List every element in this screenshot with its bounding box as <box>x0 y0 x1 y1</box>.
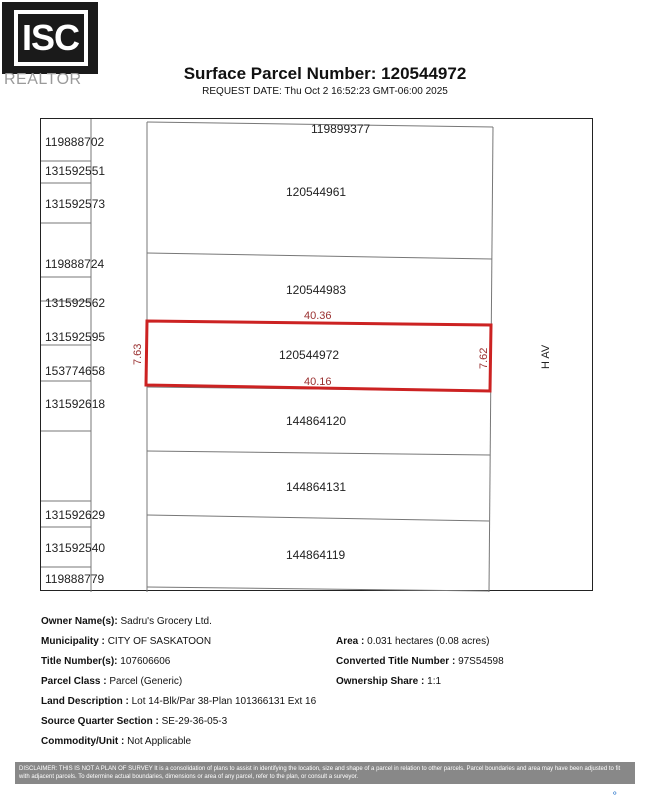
disclaimer-bar <box>15 762 635 784</box>
left-parcel-label: 119888724 <box>45 257 105 271</box>
area-label: Area : <box>336 636 365 647</box>
parcel-class-value: Parcel (Generic) <box>109 676 183 687</box>
converted-title-label: Converted Title Number : <box>336 656 456 667</box>
left-parcel-label: 131592629 <box>45 508 106 522</box>
title-number-label: Title Number(s): <box>41 656 118 667</box>
subject-parcel-label: 120544972 <box>279 348 340 362</box>
parcel-map <box>40 118 593 591</box>
municipality-row <box>41 636 211 648</box>
center-parcel-label: 144864119 <box>286 548 346 562</box>
street-label: H AV <box>540 344 552 369</box>
center-parcel-label: 120544983 <box>286 283 347 297</box>
land-description-value: Lot 14-Blk/Par 38-Plan 101366131 Ext 16 <box>131 696 317 707</box>
left-parcel-label: 119888702 <box>45 135 105 149</box>
area-value: 0.031 hectares (0.08 acres) <box>367 636 490 647</box>
municipality-label: Municipality : <box>41 636 105 647</box>
owner-label: Owner Name(s): <box>41 616 118 627</box>
parcel-map-svg <box>41 119 594 592</box>
logo-realtor-text: REALTOR <box>4 71 82 88</box>
info-icon: ⚬ <box>611 788 619 798</box>
source-quarter-row <box>41 716 227 728</box>
disclaimer-text: DISCLAIMER: THIS IS NOT A PLAN OF SURVEY It is a consolidation of plans to assist in identifying the location, size and shape of a parcel in relation to other parcels. Parcel boundaries and area may have been adjusted to fit with adjacent parcels. To determine actual boundaries, dimensions or area of any parcel, refer to the plan, or consult a surveyor. <box>19 766 621 780</box>
owner-row <box>41 616 212 628</box>
left-parcel-label: 153774658 <box>45 364 106 378</box>
left-parcel-label: 131592540 <box>45 541 106 555</box>
dimension-left: 7.63 <box>132 343 144 365</box>
dimension-bottom: 40.16 <box>304 376 332 388</box>
commodity-value: Not Applicable <box>127 736 192 747</box>
center-parcel-label: 120544961 <box>286 185 347 199</box>
commodity-row <box>41 736 191 748</box>
source-quarter-label: Source Quarter Section : <box>41 716 159 727</box>
left-parcel-label: 131592551 <box>45 164 106 178</box>
center-parcel-label: 144864120 <box>286 414 347 428</box>
left-parcel-label: 131592618 <box>45 397 106 411</box>
left-parcel-label: 131592562 <box>45 296 106 310</box>
dimension-top: 40.36 <box>304 310 332 322</box>
municipality-value: CITY OF SASKATOON <box>107 636 212 647</box>
source-quarter-value: SE-29-36-05-3 <box>161 716 228 727</box>
center-parcel-label: 144864131 <box>286 480 347 494</box>
ownership-share-value: 1:1 <box>427 676 442 687</box>
left-parcel-label: 131592595 <box>45 330 106 344</box>
ownership-share-row <box>336 676 441 688</box>
left-parcel-label: 119888779 <box>45 572 105 586</box>
area-row <box>336 636 489 648</box>
converted-title-row <box>336 656 504 668</box>
land-description-label: Land Description : <box>41 696 129 707</box>
left-parcel-label: 131592573 <box>45 197 106 211</box>
parcel-class-row <box>41 676 182 688</box>
top-parcel-label: 119899377 <box>311 122 371 136</box>
page-title: Surface Parcel Number: 120544972 <box>183 64 467 83</box>
dimension-right: 7.62 <box>478 347 490 369</box>
title-number-value: 107606606 <box>120 656 171 667</box>
converted-title-value: 97S54598 <box>458 656 504 667</box>
parcel-class-label: Parcel Class : <box>41 676 107 687</box>
title-number-row <box>41 656 170 668</box>
owner-value: Sadru's Grocery Ltd. <box>120 616 212 627</box>
logo-text: ISC <box>22 17 80 58</box>
commodity-label: Commodity/Unit : <box>41 736 125 747</box>
ownership-share-label: Ownership Share : <box>336 676 425 687</box>
request-date: REQUEST DATE: Thu Oct 2 16:52:23 GMT-06:00 2025 <box>202 86 448 97</box>
land-description-row <box>41 696 316 708</box>
